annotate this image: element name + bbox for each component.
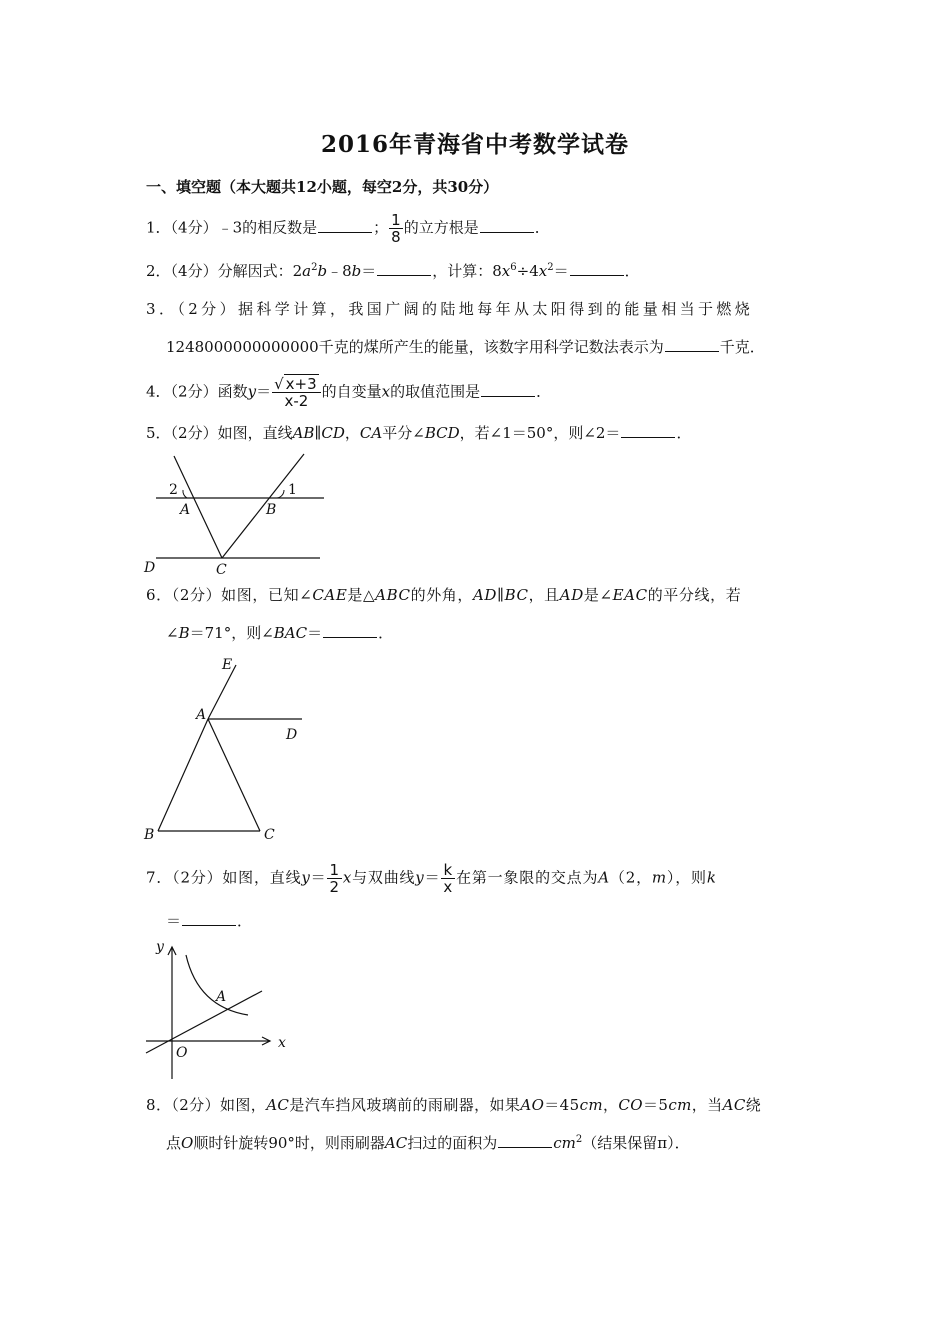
q7-text: ），则 <box>666 868 707 887</box>
question-1 <box>146 212 550 245</box>
var: AD <box>559 586 584 604</box>
q1-text: 1．（4分）﹣3的相反数是 <box>146 218 318 237</box>
q1-tail: 的立方根是 <box>403 218 479 237</box>
var: b <box>317 262 328 280</box>
q6-text: 6．（2分）如图，已知∠ <box>146 586 313 604</box>
label-A: A <box>180 502 191 518</box>
question-7-line-2 <box>166 910 252 932</box>
unit: cm <box>579 1096 604 1114</box>
q2-text: ，计算：8 <box>432 262 502 280</box>
fraction <box>441 862 455 895</box>
q7-text: （2， <box>609 868 652 887</box>
answer-blank <box>480 218 534 233</box>
q7-text: 与双曲线 <box>352 868 416 887</box>
q4-text: 的自变量 <box>321 382 382 401</box>
q3-text: 1248000000000000千克的煤所产生的能量，该数字用科学记数法表示为 <box>166 338 664 356</box>
var: BCD <box>424 424 460 442</box>
q8-text: 扫过的面积为 <box>407 1134 498 1152</box>
fraction <box>272 376 321 409</box>
eq: ＝ <box>256 382 272 401</box>
q2-end: ． <box>624 262 640 280</box>
var: EAC <box>612 586 648 604</box>
q1-end: ． <box>534 218 550 237</box>
var: y <box>301 868 311 887</box>
var: x <box>538 262 548 280</box>
q5-text: ， <box>344 424 360 442</box>
q4-end: ． <box>536 382 552 401</box>
label-B: B <box>266 502 277 518</box>
label-C: C <box>264 827 275 843</box>
label-angle-2: 2 <box>169 482 178 498</box>
var: CAE <box>312 586 348 604</box>
q5-end: ． <box>676 424 692 442</box>
question-3-line-2 <box>166 336 765 358</box>
question-5 <box>146 422 691 444</box>
q6-text: ∠ <box>166 624 179 642</box>
var: AC <box>266 1096 290 1114</box>
answer-blank <box>570 261 624 276</box>
q8-text: （结果保留π）． <box>582 1134 690 1152</box>
question-4 <box>146 376 551 409</box>
var: O <box>181 1134 194 1152</box>
question-8-line-1 <box>146 1094 761 1116</box>
q7-text: ＝ <box>166 912 182 930</box>
answer-blank <box>621 423 675 438</box>
power: 2 <box>547 262 554 273</box>
question-3-line-1: 3．（2分）据科学计算，我国广阔的陆地每年从太阳得到的能量相当于燃烧 <box>146 300 754 318</box>
q6-text: 是△ <box>347 586 376 604</box>
q6-text: ∥ <box>497 586 505 604</box>
q6-text: 的外角， <box>410 586 473 604</box>
var: B <box>178 624 190 642</box>
q4-text: 4．（2分）函数 <box>146 382 248 401</box>
frac-den: 8 <box>391 228 401 246</box>
label-x: x <box>278 1035 286 1051</box>
q7-text: 7．（2分）如图，直线 <box>146 868 302 887</box>
var: CD <box>321 424 345 442</box>
var: A <box>598 868 610 887</box>
power: 2 <box>311 262 318 273</box>
answer-blank <box>182 911 236 926</box>
frac-num: 1 <box>329 861 340 879</box>
answer-blank <box>665 337 719 352</box>
q6-text: 的平分线，若 <box>647 586 742 604</box>
power: 6 <box>510 262 517 273</box>
q8-text: ，当 <box>691 1096 723 1114</box>
var: y <box>415 868 425 887</box>
q6-text: ，且 <box>528 586 560 604</box>
frac-num: 1 <box>391 211 401 229</box>
label-E: E <box>222 657 233 673</box>
q6-end: ． <box>378 624 394 642</box>
var: BC <box>504 586 529 604</box>
var: AC <box>384 1134 408 1152</box>
frac-den: x <box>443 878 454 896</box>
q5-text: 5．（2分）如图，直线 <box>146 424 293 442</box>
label-B: B <box>144 827 155 843</box>
q7-end: ． <box>237 912 253 930</box>
var: AO <box>520 1096 545 1114</box>
eq: ＝ <box>361 262 377 280</box>
q8-text: 是汽车挡风玻璃前的雨刷器，如果 <box>289 1096 521 1114</box>
power: 2 <box>575 1134 583 1145</box>
var: x <box>381 382 391 401</box>
answer-blank <box>481 382 535 397</box>
var: AB <box>292 424 315 442</box>
q6-text: 是∠ <box>583 586 613 604</box>
answer-blank <box>323 623 377 638</box>
fraction <box>389 212 403 245</box>
q2-text: 2．（4分）分解因式：2 <box>146 262 303 280</box>
q2-text: ÷4 <box>516 262 539 280</box>
figure-5 <box>140 450 340 580</box>
q8-text: ＝5 <box>643 1096 669 1114</box>
q8-text: 顺时针旋转90°时，则雨刷器 <box>193 1134 385 1152</box>
q4-text: 的取值范围是 <box>390 382 481 401</box>
label-C: C <box>216 562 227 578</box>
q8-text: 绕 <box>745 1096 762 1114</box>
fraction <box>327 862 341 895</box>
label-D: D <box>144 560 156 576</box>
page-title: 2016年青海省中考数学试卷 <box>320 131 629 158</box>
q6-text: ＝71°，则∠ <box>189 624 274 642</box>
radicand: x+3 <box>285 375 317 393</box>
label-A: A <box>196 707 207 723</box>
q7-text: 在第一象限的交点为 <box>456 868 599 887</box>
var: BAC <box>273 624 308 642</box>
answer-blank <box>377 261 431 276</box>
q1-sep: ； <box>373 218 389 237</box>
frac-num: √ x+3 <box>272 376 321 393</box>
q5-text: ，若∠1＝50°，则∠2＝ <box>459 424 621 442</box>
figure-6 <box>140 655 315 845</box>
q5-text: ∥ <box>314 424 322 442</box>
var: y <box>247 382 257 401</box>
q3-text: 千克． <box>719 338 765 356</box>
q8-text: 8．（2分）如图， <box>146 1096 267 1114</box>
q8-text: ＝45 <box>544 1096 580 1114</box>
var: ABC <box>375 586 411 604</box>
frac-num: k <box>441 862 455 879</box>
answer-blank <box>318 218 372 233</box>
frac-den: 2 <box>329 878 340 896</box>
var: x <box>342 868 353 887</box>
label-O: O <box>176 1045 188 1061</box>
question-6-line-2 <box>166 622 393 644</box>
eq: ＝ <box>424 868 441 887</box>
eq: ＝ <box>310 868 327 887</box>
question-2 <box>146 260 640 282</box>
var: m <box>651 868 667 887</box>
question-7-line-1 <box>146 862 717 895</box>
question-6-line-1 <box>146 584 741 606</box>
var: k <box>706 868 717 887</box>
unit: cm <box>553 1134 576 1152</box>
label-D: D <box>286 727 298 743</box>
var: b <box>351 262 362 280</box>
frac-den: x-2 <box>284 392 309 410</box>
label-angle-1: 1 <box>288 482 297 498</box>
var: CO <box>618 1096 643 1114</box>
figure-7 <box>140 935 300 1085</box>
answer-blank <box>498 1133 552 1148</box>
eq: ＝ <box>553 262 569 280</box>
q8-text: 点 <box>166 1134 182 1152</box>
label-A: A <box>216 989 227 1005</box>
q8-text: ， <box>603 1096 619 1114</box>
q6-text: ＝ <box>307 624 323 642</box>
var: a <box>302 262 312 280</box>
var: CA <box>359 424 383 442</box>
unit: cm <box>668 1096 692 1114</box>
label-y: y <box>156 939 164 955</box>
question-8-line-2 <box>166 1132 690 1154</box>
var: AC <box>722 1096 746 1114</box>
q2-text: ﹣8 <box>327 262 352 280</box>
var: x <box>501 262 511 280</box>
var: AD <box>473 586 498 604</box>
section-heading: 一、填空题（本大题共12小题，每空2分，共30分） <box>146 178 499 196</box>
q5-text: 平分∠ <box>382 424 425 442</box>
